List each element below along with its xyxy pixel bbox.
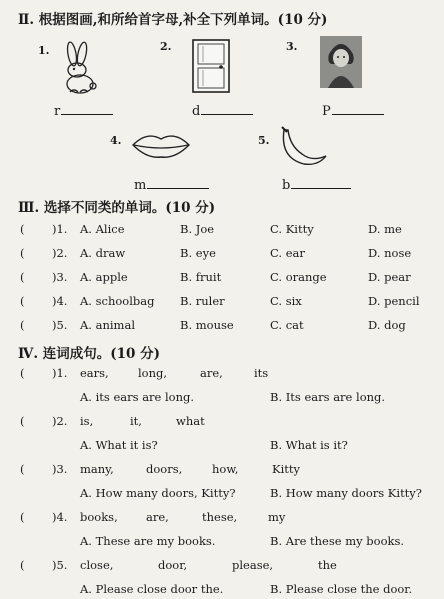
item-number: 1. xyxy=(38,44,50,57)
answer-paren[interactable]: ( xyxy=(20,558,25,572)
word: doors, xyxy=(146,462,183,476)
item-number: 5. xyxy=(258,134,270,147)
answer-paren[interactable]: ( xyxy=(20,366,25,380)
word: many, xyxy=(80,462,114,476)
blank-2[interactable]: d xyxy=(192,102,253,119)
option-a[interactable]: A. draw xyxy=(80,246,126,260)
word: the xyxy=(318,558,337,572)
option-b[interactable]: B. Joe xyxy=(180,222,215,236)
question-number: )4. xyxy=(52,510,68,524)
option-a[interactable]: A. How many doors, Kitty? xyxy=(80,486,236,500)
answer-paren[interactable]: ( xyxy=(20,246,25,260)
option-b[interactable]: B. mouse xyxy=(180,318,234,332)
question-number: )5. xyxy=(52,558,68,572)
mouth-icon xyxy=(130,130,192,160)
option-b[interactable]: B. eye xyxy=(180,246,216,260)
option-a[interactable]: A. animal xyxy=(80,318,135,332)
option-a[interactable]: A. Please close door the. xyxy=(80,582,224,596)
answer-paren[interactable]: ( xyxy=(20,414,25,428)
option-b[interactable]: B. fruit xyxy=(180,270,222,284)
answer-paren[interactable]: ( xyxy=(20,270,25,284)
word: door, xyxy=(158,558,188,572)
item-number: 2. xyxy=(160,40,172,53)
banana-icon xyxy=(278,124,328,170)
option-a[interactable]: A. its ears are long. xyxy=(80,390,195,404)
item-number: 3. xyxy=(286,40,298,53)
question-number: )5. xyxy=(52,318,68,332)
option-c[interactable]: C. six xyxy=(270,294,302,308)
word: Kitty xyxy=(272,462,301,476)
word: please, xyxy=(232,558,274,572)
boy-photo-icon xyxy=(320,36,362,88)
word: ears, xyxy=(80,366,109,380)
section4-title: Ⅳ. 连词成句。(10 分) xyxy=(18,346,160,362)
option-a[interactable]: A. schoolbag xyxy=(80,294,155,308)
answer-paren[interactable]: ( xyxy=(20,462,25,476)
blank-3[interactable]: P xyxy=(322,102,384,119)
blank-4[interactable]: m xyxy=(134,176,209,193)
option-b[interactable]: B. Are these my books. xyxy=(270,534,405,548)
option-d[interactable]: D. pear xyxy=(368,270,411,284)
word: close, xyxy=(80,558,114,572)
answer-paren[interactable]: ( xyxy=(20,510,25,524)
option-a[interactable]: A. These are my books. xyxy=(80,534,216,548)
word: long, xyxy=(138,366,168,380)
word: it, xyxy=(130,414,142,428)
answer-paren[interactable]: ( xyxy=(20,294,25,308)
option-a[interactable]: A. apple xyxy=(80,270,128,284)
question-number: )1. xyxy=(52,366,68,380)
option-b[interactable]: B. What is it? xyxy=(270,438,348,452)
question-number: )2. xyxy=(52,414,68,428)
option-c[interactable]: C. cat xyxy=(270,318,304,332)
option-a[interactable]: A. Alice xyxy=(80,222,125,236)
word: is, xyxy=(80,414,94,428)
word: how, xyxy=(212,462,239,476)
question-number: )3. xyxy=(52,462,68,476)
option-d[interactable]: D. pencil xyxy=(368,294,420,308)
option-d[interactable]: D. nose xyxy=(368,246,412,260)
word: what xyxy=(176,414,205,428)
word: books, xyxy=(80,510,118,524)
option-d[interactable]: D. dog xyxy=(368,318,406,332)
rabbit-icon xyxy=(50,40,106,96)
answer-paren[interactable]: ( xyxy=(20,318,25,332)
option-c[interactable]: C. orange xyxy=(270,270,327,284)
question-number: )3. xyxy=(52,270,68,284)
word: my xyxy=(268,510,286,524)
question-number: )4. xyxy=(52,294,68,308)
word: its xyxy=(254,366,269,380)
answer-paren[interactable]: ( xyxy=(20,222,25,236)
section3-title: Ⅲ. 选择不同类的单词。(10 分) xyxy=(18,200,216,216)
item-number: 4. xyxy=(110,134,122,147)
door-icon xyxy=(190,38,232,94)
option-c[interactable]: C. ear xyxy=(270,246,305,260)
option-b[interactable]: B. ruler xyxy=(180,294,225,308)
option-b[interactable]: B. How many doors Kitty? xyxy=(270,486,422,500)
word: these, xyxy=(202,510,238,524)
option-d[interactable]: D. me xyxy=(368,222,402,236)
question-number: )2. xyxy=(52,246,68,260)
option-b[interactable]: B. Its ears are long. xyxy=(270,390,386,404)
option-c[interactable]: C. Kitty xyxy=(270,222,314,236)
option-a[interactable]: A. What it is? xyxy=(80,438,158,452)
blank-1[interactable]: r xyxy=(54,102,113,119)
blank-5[interactable]: b xyxy=(282,176,351,193)
question-number: )1. xyxy=(52,222,68,236)
word: are, xyxy=(200,366,223,380)
section2-title: Ⅱ. 根据图画,和所给首字母,补全下列单词。(10 分) xyxy=(18,12,328,28)
option-b[interactable]: B. Please close the door. xyxy=(270,582,413,596)
word: are, xyxy=(146,510,169,524)
